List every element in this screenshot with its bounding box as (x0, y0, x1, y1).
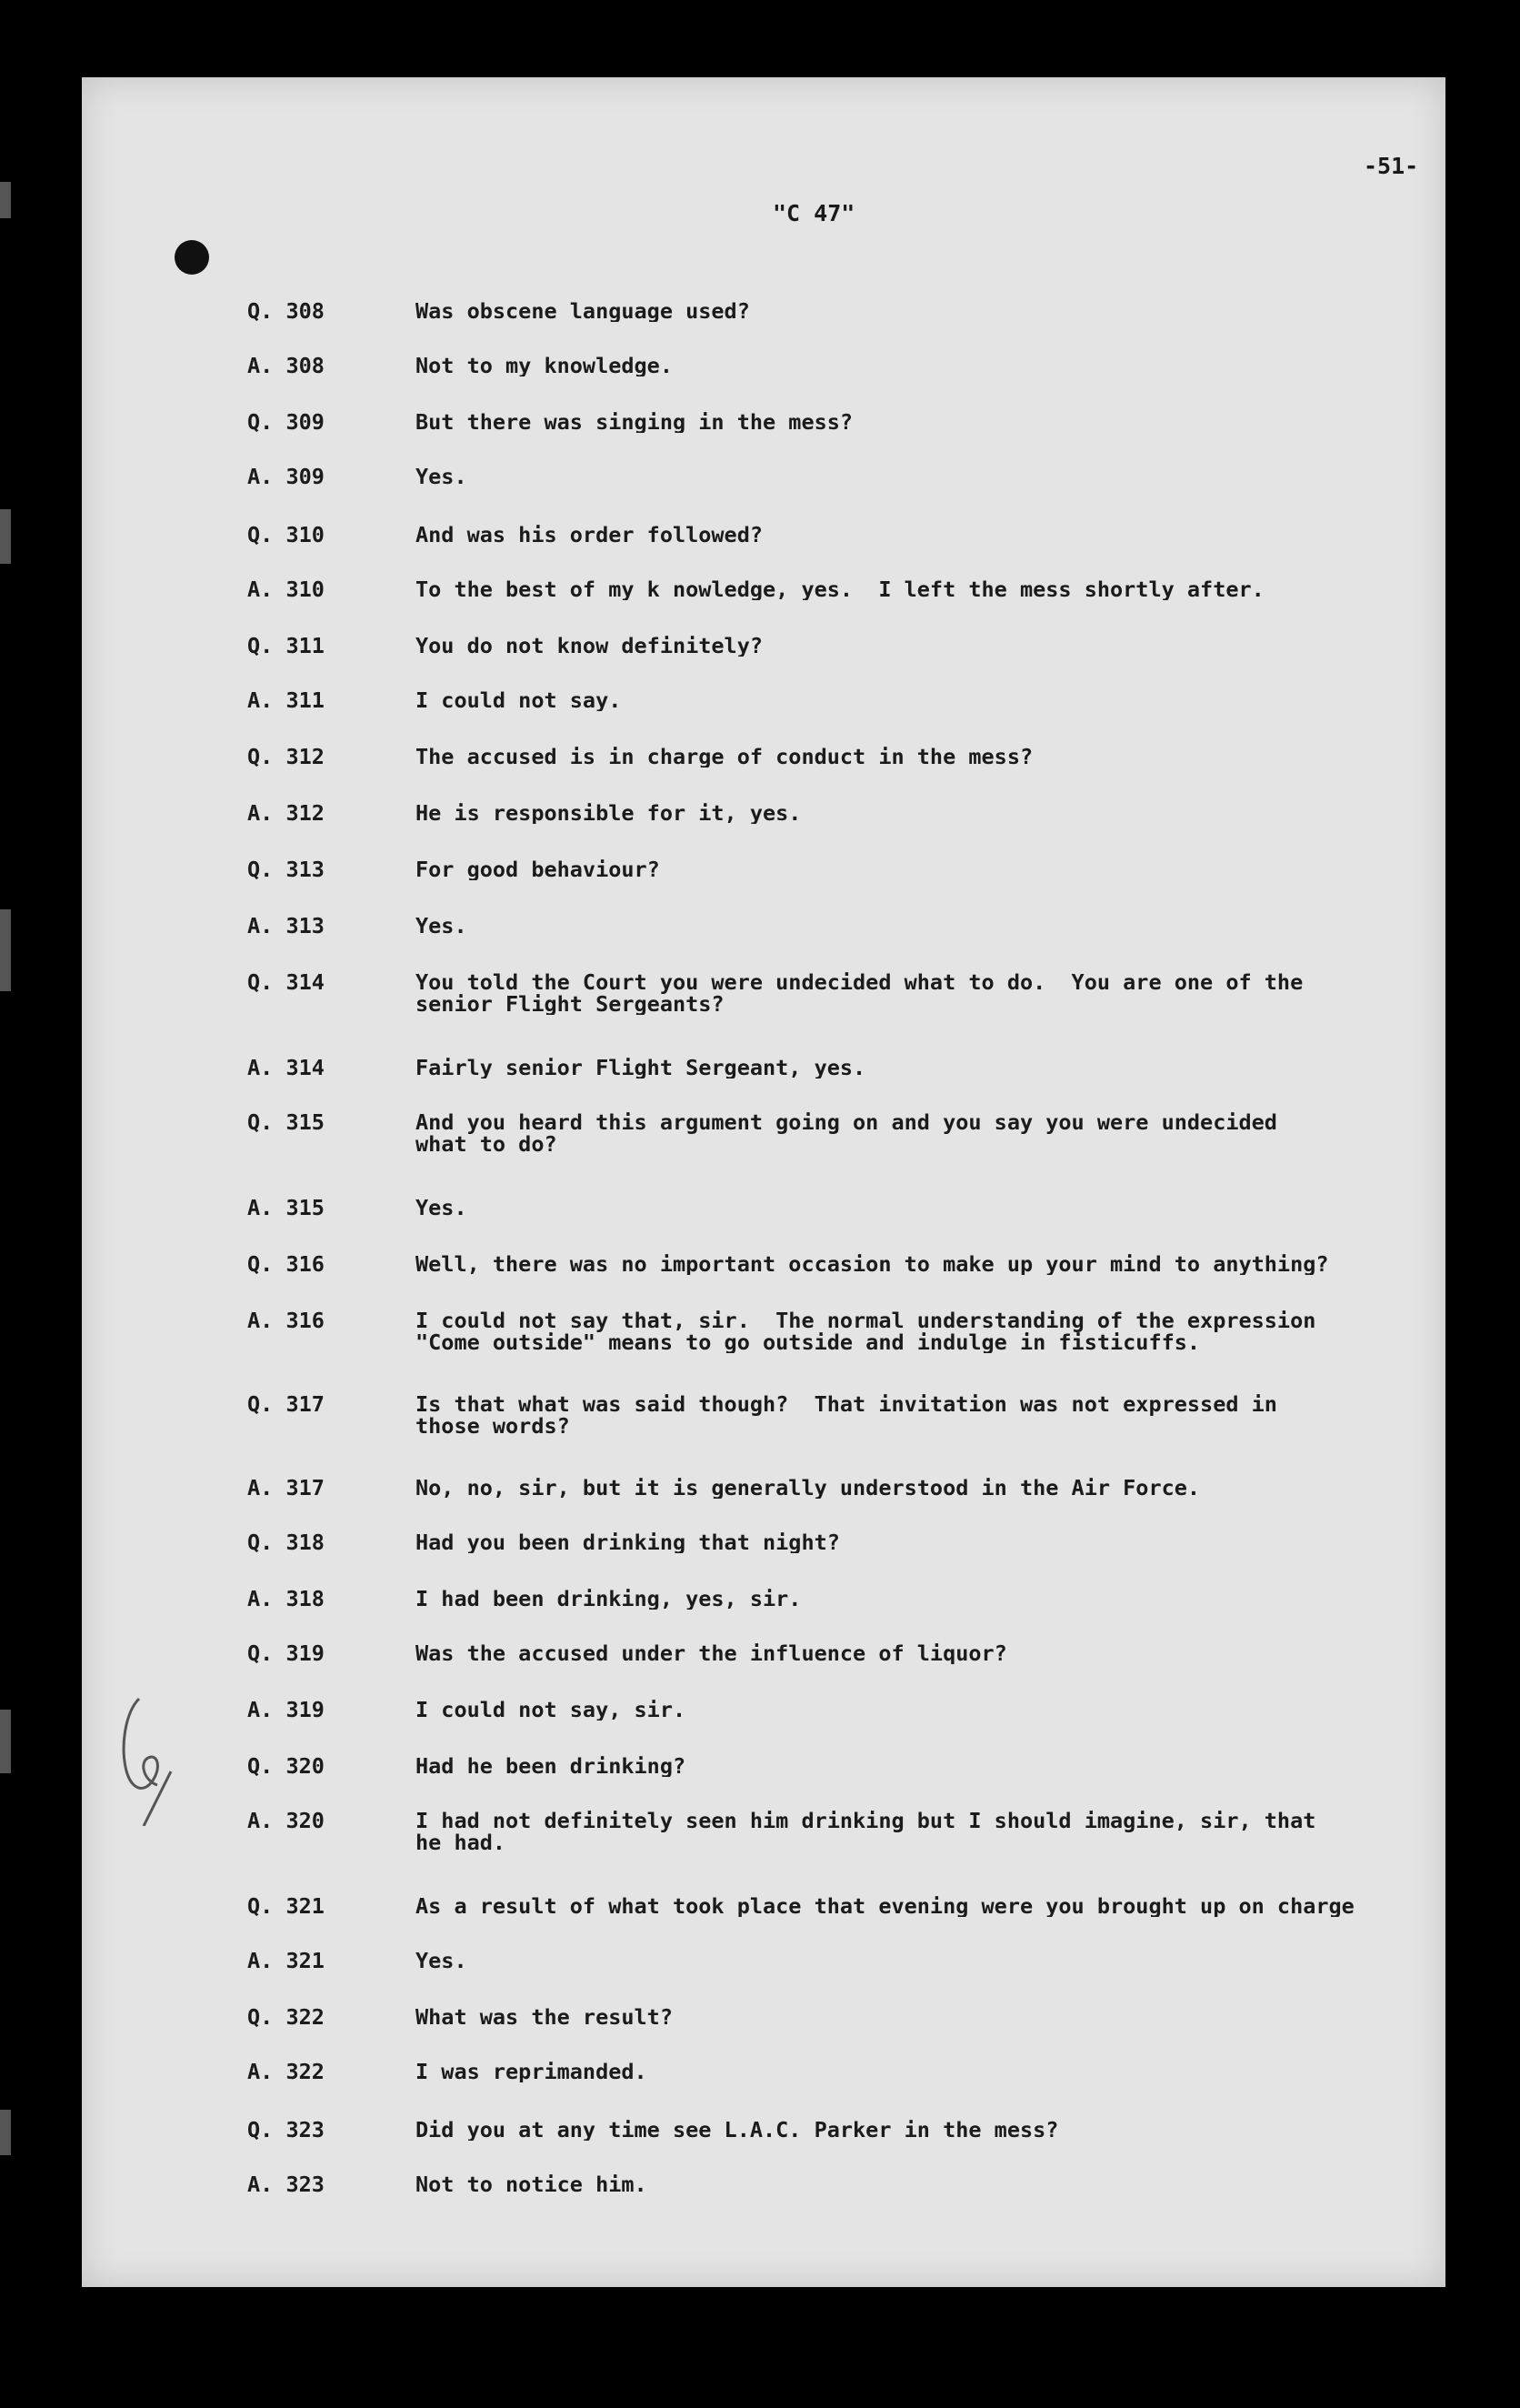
entry-number: Q. 315 (247, 1109, 325, 1135)
entry-text: Not to notice him. (415, 2173, 647, 2195)
entry-text: He is responsible for it, yes. (415, 802, 802, 824)
entry-number: A. 320 (247, 1808, 325, 1833)
entry-number: A. 314 (247, 1055, 325, 1080)
entry-text: I was reprimanded. (415, 2061, 647, 2082)
entry-number: Q. 322 (247, 2004, 325, 2030)
entry-number: A. 319 (247, 1697, 325, 1722)
document-code: "C 47" (773, 200, 855, 226)
entry-text: And you heard this argument going on and you say you were undecided what to do? (415, 1111, 1277, 1155)
entry-number: Q. 310 (247, 522, 325, 547)
entry-text: To the best of my k nowledge, yes. I left the mess shortly after. (415, 578, 1265, 600)
entry-text: Yes. (415, 1197, 467, 1219)
entry-text: Was obscene language used? (415, 300, 750, 322)
entry-number: Q. 309 (247, 409, 325, 435)
handwritten-initials (107, 1690, 189, 1826)
entry-text: Had he been drinking? (415, 1755, 686, 1777)
entry-number: A. 311 (247, 687, 325, 713)
entry-text: Was the accused under the influence of liquor? (415, 1642, 1007, 1664)
entry-text: Did you at any time see L.A.C. Parker in the mess? (415, 2119, 1059, 2141)
entry-number: A. 318 (247, 1586, 325, 1611)
entry-number: Q. 323 (247, 2117, 325, 2142)
entry-number: Q. 320 (247, 1753, 325, 1779)
entry-text: No, no, sir, but it is generally understood in the Air Force. (415, 1477, 1201, 1499)
entry-number: Q. 318 (247, 1530, 325, 1555)
scan-edge-marks (0, 0, 13, 2408)
entry-number: Q. 321 (247, 1893, 325, 1919)
entry-text: I could not say. (415, 689, 622, 711)
entry-text: I had not definitely seen him drinking but I should imagine, sir, that he had. (415, 1810, 1316, 1853)
entry-number: Q. 316 (247, 1251, 325, 1277)
entry-number: A. 313 (247, 913, 325, 938)
entry-number: Q. 313 (247, 857, 325, 882)
entry-number: A. 317 (247, 1475, 325, 1500)
entry-number: Q. 312 (247, 744, 325, 769)
entry-text: Yes. (415, 1950, 467, 1972)
entry-text: But there was singing in the mess? (415, 411, 854, 433)
entry-number: Q. 319 (247, 1640, 325, 1666)
entry-text: Well, there was no important occasion to make up your mind to anything? (415, 1253, 1329, 1275)
entry-text: You told the Court you were undecided what to do. You are one of the senior Flight Sergeants? (415, 971, 1304, 1015)
punch-hole (175, 240, 209, 275)
entry-text: Yes. (415, 466, 467, 487)
entry-text: And was his order followed? (415, 524, 764, 546)
entry-text: The accused is in charge of conduct in the mess? (415, 746, 1034, 768)
entry-number: A. 309 (247, 464, 325, 489)
entry-text: What was the result? (415, 2006, 673, 2028)
page-number: -51- (1364, 153, 1419, 179)
entry-text: As a result of what took place that evening were you brought up on charge (415, 1895, 1355, 1917)
entry-number: A. 321 (247, 1948, 325, 1973)
entry-text: For good behaviour? (415, 858, 660, 880)
entry-number: A. 308 (247, 353, 325, 378)
entry-number: A. 312 (247, 800, 325, 826)
entry-number: Q. 317 (247, 1391, 325, 1417)
entry-number: Q. 314 (247, 969, 325, 995)
entry-text: Not to my knowledge. (415, 355, 673, 376)
entry-number: A. 322 (247, 2059, 325, 2084)
entry-text: Had you been drinking that night? (415, 1531, 840, 1553)
entry-text: I could not say that, sir. The normal understanding of the expression "Come outside" means to go outside and indulge in fisticuffs. (415, 1309, 1316, 1353)
entry-text: I could not say, sir. (415, 1699, 686, 1721)
entry-number: Q. 311 (247, 633, 325, 658)
entry-number: Q. 308 (247, 298, 325, 324)
entry-text: Is that what was said though? That invitation was not expressed in those words? (415, 1393, 1277, 1437)
entry-number: A. 316 (247, 1308, 325, 1333)
entry-number: A. 315 (247, 1195, 325, 1220)
entry-text: I had been drinking, yes, sir. (415, 1588, 802, 1610)
entry-text: Fairly senior Flight Sergeant, yes. (415, 1057, 866, 1079)
entry-number: A. 310 (247, 577, 325, 602)
entry-text: Yes. (415, 915, 467, 937)
entry-text: You do not know definitely? (415, 635, 764, 657)
entry-number: A. 323 (247, 2172, 325, 2197)
